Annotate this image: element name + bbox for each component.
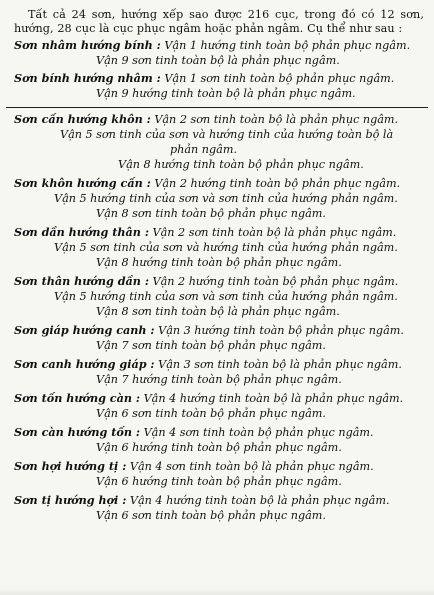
entry-title: Sơn hợi hướng tị : bbox=[14, 459, 127, 473]
entry-line: Vận 2 hướng tinh toàn bộ phản phục ngâm. bbox=[154, 177, 401, 190]
section-divider bbox=[6, 107, 428, 108]
entry-ti-hoi bbox=[14, 493, 426, 523]
entry-title: Sơn thân hướng dần : bbox=[14, 274, 149, 288]
entry-line: Vận 5 sơn tinh của sơn và hướng tinh của hướng toàn bộ là bbox=[60, 128, 394, 141]
entry-line: Vận 5 hướng tinh của sơn và sơn tinh của hướng phản ngâm. bbox=[54, 290, 398, 303]
entry-line: Vận 8 sơn tinh toàn bộ phản phục ngâm. bbox=[96, 207, 326, 220]
entry-heading bbox=[14, 274, 426, 289]
entry-nham-binh bbox=[14, 38, 426, 68]
entry-title: Sơn canh hướng giáp : bbox=[14, 357, 155, 371]
entry-title: Sơn cấn hướng khôn : bbox=[14, 112, 151, 126]
entry-line: Vận 2 sơn tinh toàn bộ là phản phục ngâm. bbox=[152, 226, 397, 239]
entry-heading bbox=[14, 493, 426, 508]
entry-line: Vận 5 hướng tinh của sơn và sơn tinh của hướng phản ngâm. bbox=[54, 192, 398, 205]
entry-heading bbox=[14, 459, 426, 474]
entry-title: Sơn giáp hướng canh : bbox=[14, 323, 155, 337]
entry-line: Vận 9 sơn tinh toàn bộ là phản phục ngâm. bbox=[96, 54, 340, 67]
entry-heading bbox=[14, 112, 426, 127]
entry-title: Sơn tị hướng hợi : bbox=[14, 493, 127, 507]
entry-line: Vận 8 hướng tinh toàn bộ phản phục ngâm. bbox=[96, 256, 342, 269]
entry-ton-can bbox=[14, 391, 426, 421]
entry-heading bbox=[14, 425, 426, 440]
entry-heading bbox=[14, 391, 426, 406]
entry-title: Sơn càn hướng tốn : bbox=[14, 425, 141, 439]
intro-paragraph: Tất cả 24 sơn, hướng xếp sao được 216 cục, trong đó có 12 sơn, hướng, 28 cục là cục phục ngâm hoặc phản ngâm. Cụ thể như sau : bbox=[14, 8, 424, 35]
entry-line: Vận 7 hướng tinh toàn bộ phản phục ngâm. bbox=[96, 373, 342, 386]
entry-than-dan bbox=[14, 274, 426, 319]
entry-title: Sơn bính hướng nhâm : bbox=[14, 71, 161, 85]
entry-hoi-ti bbox=[14, 459, 426, 489]
entry-line: Vận 8 sơn tinh toàn bộ là phản phục ngâm. bbox=[96, 305, 340, 318]
entry-heading bbox=[14, 176, 426, 191]
entry-heading bbox=[14, 225, 426, 240]
entry-line: Vận 1 hướng tinh toàn bộ phản phục ngâm. bbox=[164, 39, 411, 52]
entry-line: Vận 2 sơn tinh toàn bộ là phản phục ngâm. bbox=[154, 113, 399, 126]
entry-line: Vận 9 hướng tinh toàn bộ là phản phục ngâm. bbox=[96, 87, 356, 100]
entry-title: Sơn nhâm hướng bính : bbox=[14, 38, 161, 52]
entry-line: Vận 3 hướng tinh toàn bộ phản phục ngâm. bbox=[158, 324, 404, 337]
entry-line: Vận 2 hướng tinh toàn bộ phản phục ngâm. bbox=[152, 275, 399, 288]
entry-heading bbox=[14, 38, 426, 53]
entry-title: Sơn khôn hướng cấn : bbox=[14, 176, 151, 190]
entry-khon-can bbox=[14, 176, 426, 221]
entry-line: Vận 6 sơn tinh toàn bộ phản phục ngâm. bbox=[96, 509, 326, 522]
entry-line: Vận 4 sơn tinh toàn bộ phản phục ngâm. bbox=[143, 426, 374, 439]
entry-can-khon bbox=[14, 112, 426, 172]
entry-line: Vận 4 hướng tinh toàn bộ là phản phục ngâm. bbox=[129, 494, 390, 507]
entry-line: Vận 4 hướng tinh toàn bộ là phản phục ngâm. bbox=[143, 392, 404, 405]
entry-can-ton bbox=[14, 425, 426, 455]
entry-canh-giap bbox=[14, 357, 426, 387]
entry-title: Sơn dần hướng thân : bbox=[14, 225, 149, 239]
entry-line: Vận 6 hướng tinh toàn bộ phản phục ngâm. bbox=[96, 475, 342, 488]
entry-line: Vận 4 sơn tinh toàn bộ là phản phục ngâm. bbox=[129, 460, 374, 473]
entry-line: Vận 5 sơn tinh của sơn và hướng tinh của hướng phản ngâm. bbox=[54, 241, 398, 254]
entry-binh-nham bbox=[14, 71, 426, 101]
entry-line: Vận 1 sơn tinh toàn bộ phản phục ngâm. bbox=[164, 72, 395, 85]
entry-line: phản ngâm. bbox=[170, 143, 237, 156]
entry-line: Vận 3 sơn tinh toàn bộ là phản phục ngâm. bbox=[158, 358, 402, 371]
entry-dan-than bbox=[14, 225, 426, 270]
entry-heading bbox=[14, 357, 426, 372]
entry-giap-canh bbox=[14, 323, 426, 353]
entry-heading bbox=[14, 323, 426, 338]
entry-line: Vận 7 sơn tinh toàn bộ phản phục ngâm. bbox=[96, 339, 326, 352]
entry-title: Sơn tốn hướng càn : bbox=[14, 391, 141, 405]
entry-heading bbox=[14, 71, 426, 86]
entry-line: Vận 6 sơn tinh toàn bộ phản phục ngâm. bbox=[96, 407, 326, 420]
entry-line: Vận 8 hướng tinh toàn bộ phản phục ngâm. bbox=[118, 158, 364, 171]
page-bottom-edge bbox=[0, 589, 434, 595]
entry-line: Vận 6 hướng tinh toàn bộ phản phục ngâm. bbox=[96, 441, 342, 454]
